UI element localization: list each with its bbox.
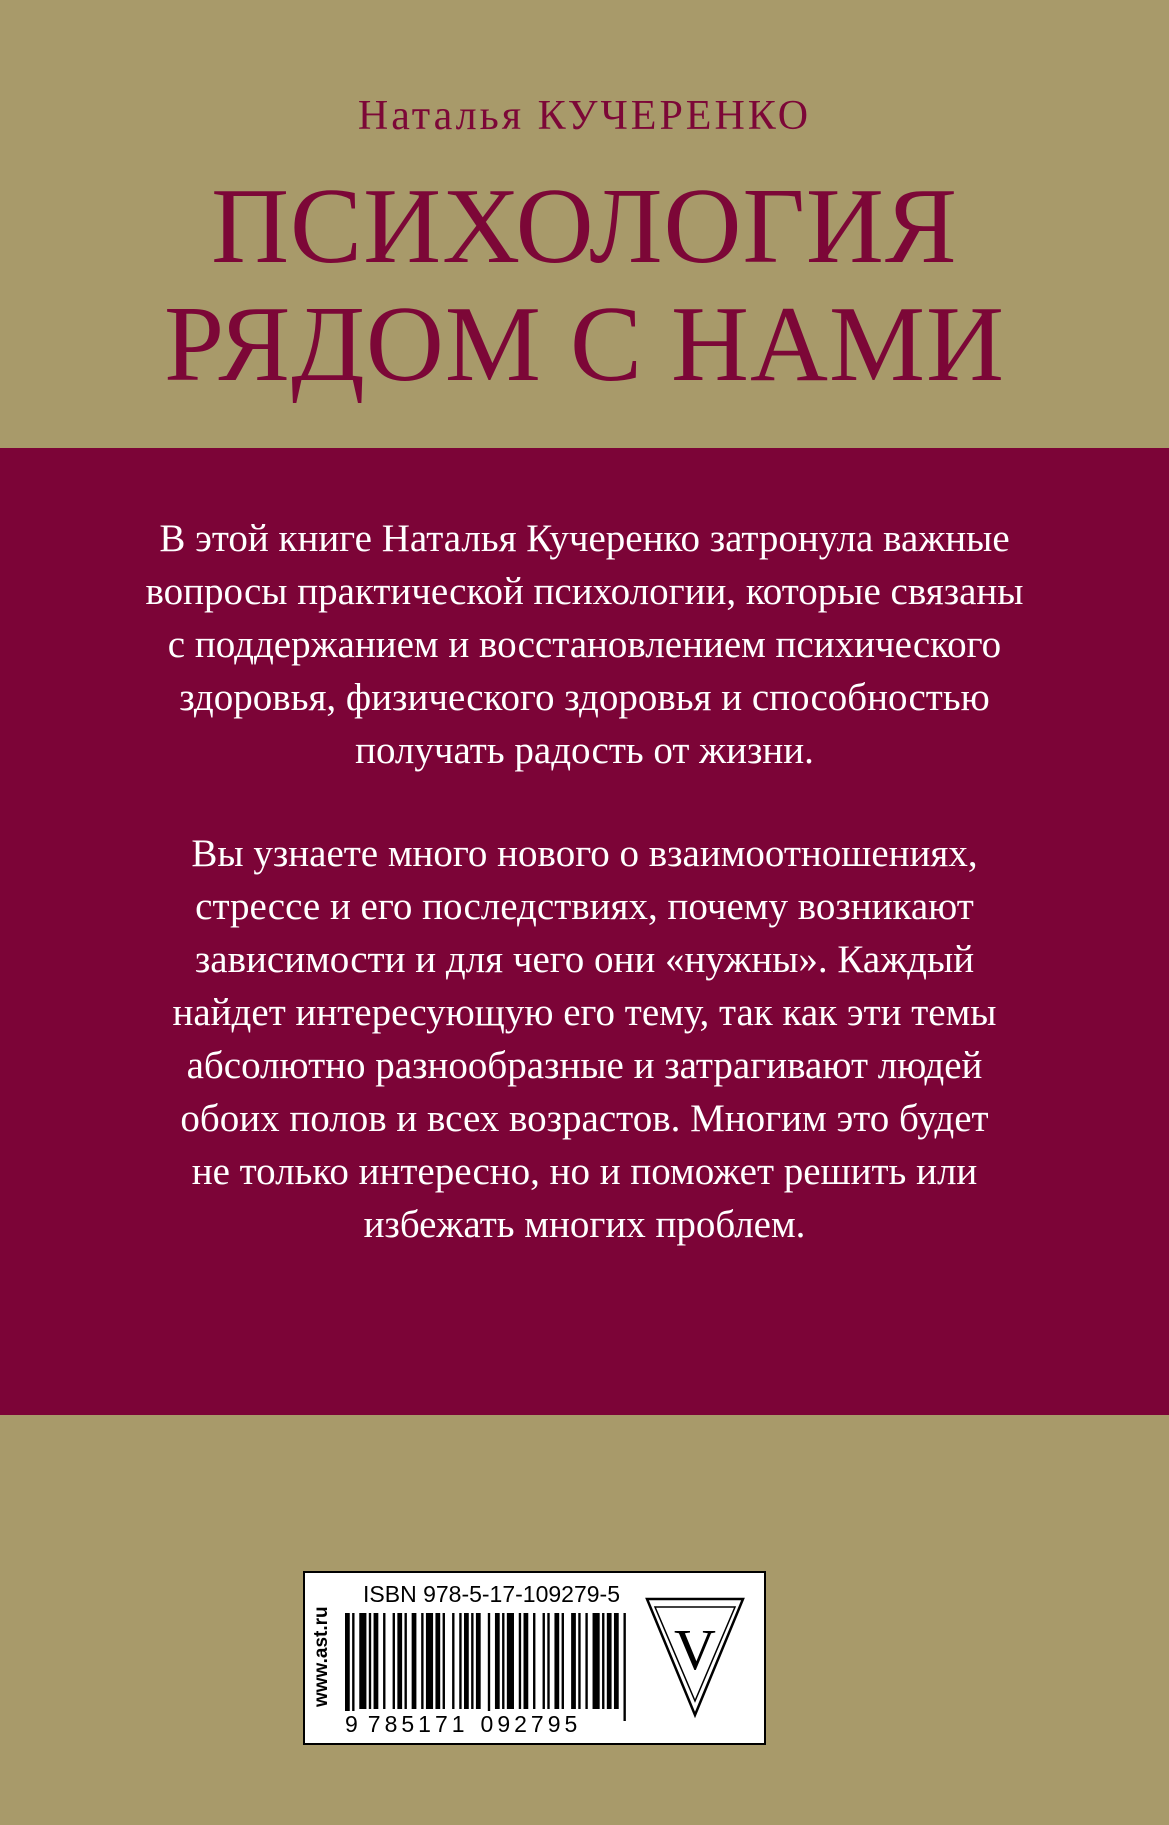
text-line: получать радость от жизни.	[355, 729, 814, 772]
title-line-1: ПСИХОЛОГИЯ	[211, 167, 958, 286]
text-line: с поддержанием и восстановлением психического	[167, 623, 1002, 666]
barcode-digit-group-1: 785171	[367, 1711, 469, 1737]
barcode-bar	[421, 1613, 423, 1709]
barcode-bar	[562, 1613, 564, 1709]
barcode-bar	[607, 1613, 612, 1709]
barcode-bar	[397, 1613, 402, 1709]
description-paragraph-2	[60, 827, 1109, 1251]
barcode-bar	[435, 1613, 440, 1709]
text-line: абсолютно разнообразные и затрагивают людей	[186, 1044, 983, 1087]
barcode-bar	[519, 1613, 521, 1709]
barcode-bar	[495, 1613, 500, 1709]
barcode-bar	[369, 1613, 371, 1709]
title-line-2: РЯДОМ С НАМИ	[163, 285, 1006, 404]
barcode-bar	[374, 1613, 379, 1709]
publisher-website: www.ast.ru	[311, 1606, 332, 1708]
text-line: не только интересно, но и поможет решить или	[191, 1150, 978, 1193]
barcode-bar	[554, 1613, 559, 1709]
text-line: здоровья, физического здоровья и способностью	[179, 676, 990, 719]
barcode-bar	[359, 1613, 366, 1709]
publisher-logo-icon	[643, 1591, 747, 1723]
barcode-bar	[426, 1613, 433, 1709]
barcode-bar	[405, 1613, 407, 1709]
text-line: стрессе и его последствиях, почему возникают	[195, 885, 974, 928]
barcode-bar	[345, 1613, 350, 1721]
barcode-bar	[533, 1613, 535, 1709]
barcode-bar	[585, 1613, 587, 1709]
barcode-bar	[543, 1613, 545, 1709]
barcode-bar	[393, 1613, 395, 1709]
text-line: зависимости и для чего они «нужны». Каждый	[194, 938, 975, 981]
isbn-number: ISBN 978-5-17-109279-5	[363, 1581, 620, 1607]
description-paragraph-1	[60, 512, 1109, 777]
text-line: обоих полов и всех возрастов. Многим это будет	[180, 1097, 989, 1140]
barcode-bar	[443, 1613, 445, 1709]
barcode-block	[303, 1571, 766, 1745]
text-line: В этой книге Наталья Кучеренко затронула важные	[159, 517, 1010, 560]
barcode-bar	[476, 1613, 481, 1709]
barcode-bar	[412, 1613, 417, 1709]
barcode-digit-group-2: 092795	[480, 1711, 582, 1737]
text-line: избежать многих проблем.	[363, 1203, 806, 1246]
barcode-bar	[471, 1613, 473, 1709]
barcode-first-digit: 9	[345, 1711, 358, 1737]
barcode-bar	[578, 1613, 580, 1709]
barcode-bar	[464, 1613, 469, 1709]
barcode-bar	[452, 1613, 454, 1709]
barcode-bar	[571, 1613, 576, 1709]
top-panel	[0, 0, 1169, 448]
barcode-bar	[488, 1613, 490, 1721]
barcode-bar	[383, 1613, 385, 1709]
barcode-bars	[345, 1613, 633, 1721]
text-line: вопросы практической психологии, которые связаны	[145, 570, 1024, 613]
barcode-bar	[524, 1613, 529, 1709]
barcode-digits	[345, 1711, 635, 1738]
barcode-bar	[352, 1613, 354, 1721]
barcode-bar	[593, 1613, 600, 1709]
barcode-bar	[547, 1613, 549, 1709]
book-title	[0, 168, 1169, 404]
barcode-bar	[502, 1613, 504, 1709]
author-name: Наталья КУЧЕРЕНКО	[357, 93, 812, 139]
barcode-bar	[459, 1613, 461, 1709]
barcode-bar	[507, 1613, 514, 1709]
text-line: найдет интересующую его тему, так как эти темы	[172, 991, 997, 1034]
barcode-bar	[614, 1613, 619, 1709]
barcode-bar	[623, 1613, 625, 1721]
barcode-bar	[602, 1613, 604, 1709]
publisher-logo-letter: V	[674, 1617, 716, 1682]
text-line: Вы узнаете много нового о взаимоотношениях,	[191, 832, 978, 875]
